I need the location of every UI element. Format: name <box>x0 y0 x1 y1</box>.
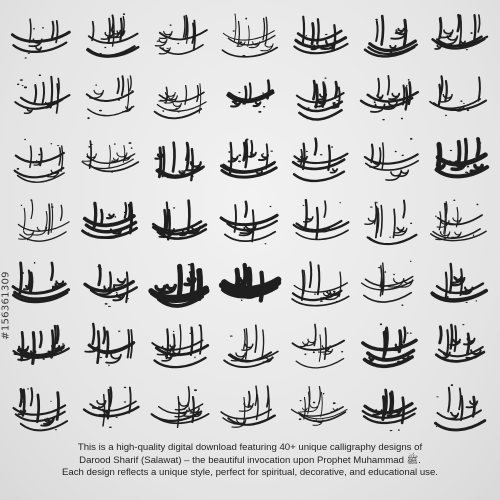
stock-id-watermark: #156361309 <box>0 271 12 340</box>
calligraphy-artwork <box>78 255 144 311</box>
calligraphy-artwork <box>426 131 492 187</box>
calligraphy-design <box>78 379 144 435</box>
calligraphy-design <box>357 7 423 63</box>
calligraphy-artwork <box>8 69 74 125</box>
calligraphy-artwork <box>357 379 423 435</box>
calligraphy-artwork <box>217 69 283 125</box>
description-caption <box>20 442 480 480</box>
calligraphy-artwork <box>147 317 213 373</box>
calligraphy-artwork <box>287 379 353 435</box>
calligraphy-design <box>357 69 423 125</box>
calligraphy-design <box>357 193 423 249</box>
caption-line-3: Each design reflects a unique style, perfect for spiritual, decorative, and educational use. <box>62 467 438 478</box>
calligraphy-design <box>287 255 353 311</box>
calligraphy-artwork <box>426 193 492 249</box>
calligraphy-design <box>8 379 74 435</box>
calligraphy-design <box>426 255 492 311</box>
calligraphy-artwork <box>287 317 353 373</box>
calligraphy-design <box>8 255 74 311</box>
calligraphy-design <box>287 379 353 435</box>
calligraphy-artwork <box>78 7 144 63</box>
calligraphy-artwork <box>287 193 353 249</box>
calligraphy-design <box>8 69 74 125</box>
calligraphy-artwork <box>287 131 353 187</box>
calligraphy-artwork <box>8 131 74 187</box>
calligraphy-artwork <box>217 131 283 187</box>
calligraphy-design <box>287 193 353 249</box>
calligraphy-artwork <box>217 7 283 63</box>
calligraphy-design <box>147 69 213 125</box>
calligraphy-design <box>78 131 144 187</box>
calligraphy-design <box>426 69 492 125</box>
calligraphy-artwork <box>78 131 144 187</box>
calligraphy-design <box>217 193 283 249</box>
calligraphy-design <box>426 7 492 63</box>
calligraphy-artwork <box>287 69 353 125</box>
calligraphy-artwork <box>78 69 144 125</box>
calligraphy-design <box>357 379 423 435</box>
calligraphy-design <box>426 131 492 187</box>
calligraphy-artwork <box>147 131 213 187</box>
calligraphy-design <box>8 7 74 63</box>
calligraphy-design <box>8 131 74 187</box>
calligraphy-design <box>426 193 492 249</box>
calligraphy-design <box>426 317 492 373</box>
calligraphy-design <box>426 379 492 435</box>
calligraphy-grid <box>6 4 494 438</box>
calligraphy-design <box>217 131 283 187</box>
calligraphy-artwork <box>357 317 423 373</box>
calligraphy-artwork <box>8 7 74 63</box>
calligraphy-artwork <box>8 255 74 311</box>
calligraphy-design <box>78 317 144 373</box>
calligraphy-artwork <box>357 131 423 187</box>
calligraphy-artwork <box>147 379 213 435</box>
calligraphy-artwork <box>8 379 74 435</box>
calligraphy-artwork <box>426 379 492 435</box>
calligraphy-design <box>8 317 74 373</box>
calligraphy-design <box>217 317 283 373</box>
calligraphy-artwork <box>357 7 423 63</box>
calligraphy-design <box>357 317 423 373</box>
calligraphy-design <box>147 193 213 249</box>
caption-line-2: Darood Sharif (Salawat) – the beautiful invocation upon Prophet Muhammad ﷺ. <box>79 454 421 466</box>
calligraphy-artwork <box>147 7 213 63</box>
calligraphy-artwork <box>426 255 492 311</box>
calligraphy-artwork <box>8 193 74 249</box>
calligraphy-design <box>147 255 213 311</box>
calligraphy-artwork <box>357 255 423 311</box>
calligraphy-artwork <box>217 193 283 249</box>
calligraphy-design <box>287 7 353 63</box>
calligraphy-artwork <box>357 193 423 249</box>
calligraphy-design <box>217 255 283 311</box>
caption-line-1: This is a high-quality digital download featuring 40+ unique calligraphy designs of <box>77 442 423 453</box>
calligraphy-design <box>78 7 144 63</box>
calligraphy-design <box>287 69 353 125</box>
calligraphy-design <box>287 131 353 187</box>
calligraphy-design <box>217 7 283 63</box>
calligraphy-design <box>8 193 74 249</box>
calligraphy-artwork <box>217 317 283 373</box>
calligraphy-design <box>357 131 423 187</box>
calligraphy-artwork <box>217 379 283 435</box>
calligraphy-design <box>78 193 144 249</box>
calligraphy-design <box>357 255 423 311</box>
calligraphy-artwork <box>426 317 492 373</box>
calligraphy-artwork <box>287 255 353 311</box>
calligraphy-design <box>147 7 213 63</box>
calligraphy-artwork <box>147 255 213 311</box>
calligraphy-design <box>217 379 283 435</box>
calligraphy-artwork <box>426 7 492 63</box>
calligraphy-artwork <box>147 69 213 125</box>
calligraphy-artwork <box>8 317 74 373</box>
calligraphy-artwork <box>287 7 353 63</box>
calligraphy-design <box>78 69 144 125</box>
calligraphy-design <box>217 69 283 125</box>
calligraphy-artwork <box>357 69 423 125</box>
calligraphy-artwork <box>426 69 492 125</box>
calligraphy-artwork <box>147 193 213 249</box>
calligraphy-design <box>147 317 213 373</box>
calligraphy-design <box>147 379 213 435</box>
calligraphy-design <box>78 255 144 311</box>
calligraphy-artwork <box>78 193 144 249</box>
calligraphy-artwork <box>217 255 283 311</box>
calligraphy-design <box>287 317 353 373</box>
calligraphy-artwork <box>78 317 144 373</box>
calligraphy-artwork <box>78 379 144 435</box>
calligraphy-design <box>147 131 213 187</box>
